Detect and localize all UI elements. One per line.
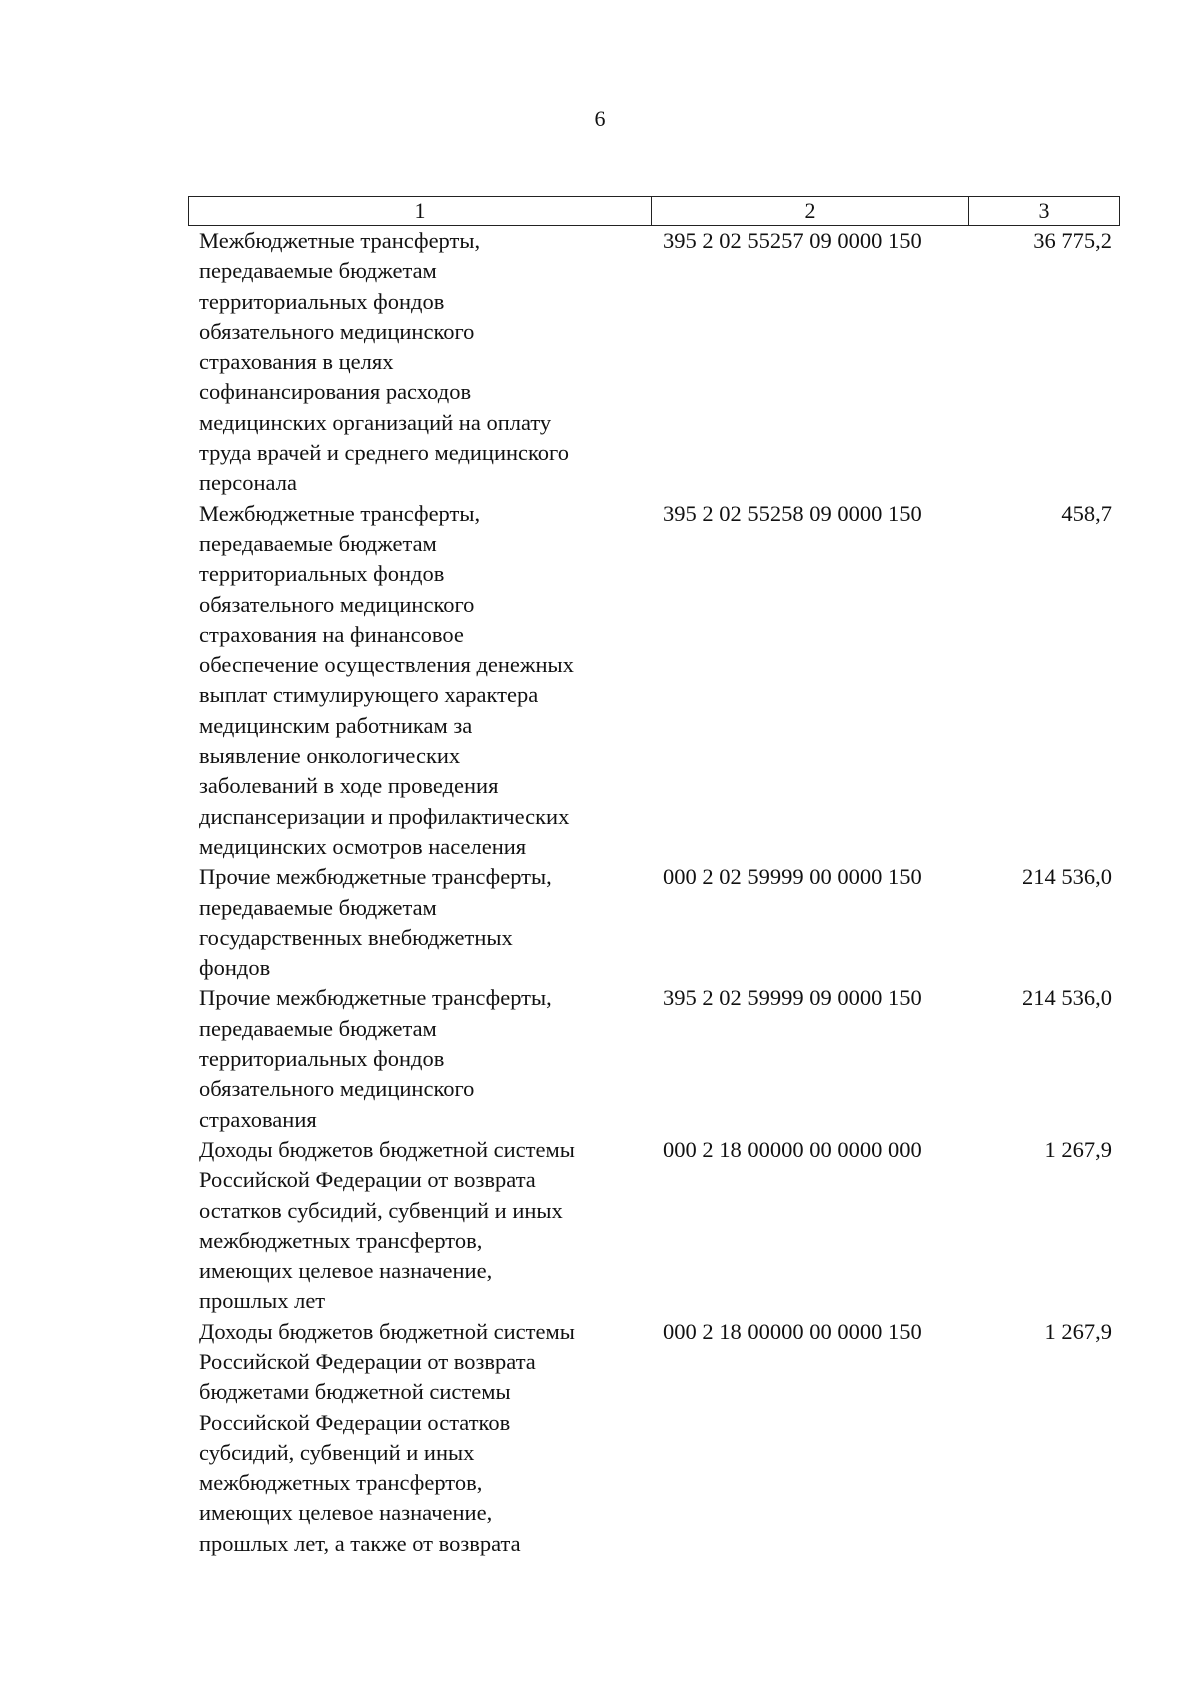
row-name-line: медицинских организаций на оплату	[199, 409, 552, 435]
row-name-line: имеющих целевое назначение,	[199, 1500, 493, 1526]
row-name-line: страхования в целях	[199, 349, 394, 375]
row-amount-cell: 214 536,0	[1022, 985, 1112, 1011]
row-name-line: Российской Федерации от возврата	[199, 1167, 536, 1193]
row-amount-cell: 214 536,0	[1022, 864, 1112, 890]
header-cell-1: 1	[189, 197, 652, 225]
row-name-line: обязательного медицинского	[199, 318, 475, 344]
row-name-line: Межбюджетные трансферты,	[199, 228, 481, 253]
row-name-line: Доходы бюджетов бюджетной системы	[199, 1318, 575, 1344]
table-row	[199, 862, 1112, 983]
row-name-cell	[199, 1317, 660, 1559]
row-name-line: остатков субсидий, субвенций и иных	[199, 1197, 563, 1223]
row-amount-cell: 36 775,2	[1033, 228, 1112, 253]
row-name-line: межбюджетных трансфертов,	[199, 1470, 483, 1496]
row-amount-cell: 1 267,9	[1044, 1136, 1112, 1162]
header-cell-2: 2	[652, 197, 969, 225]
table-row	[199, 226, 1112, 499]
page-number: 6	[594, 106, 606, 131]
row-code-cell: 000 2 18 00000 00 0000 150	[663, 1318, 922, 1344]
table-row	[199, 1317, 1112, 1559]
row-name-line: Доходы бюджетов бюджетной системы	[199, 1136, 575, 1162]
table-row	[199, 983, 1112, 1134]
row-name-line: медицинским работникам за	[199, 712, 473, 738]
row-name-line: обеспечение осуществления денежных	[199, 652, 574, 678]
row-name-line: прошлых лет, а также от возврата	[199, 1530, 521, 1556]
row-name-line: территориальных фондов	[199, 288, 445, 314]
row-name-line: Российской Федерации от возврата	[199, 1348, 536, 1374]
row-name-line: бюджетами бюджетной системы	[199, 1379, 511, 1405]
row-name-line: труда врачей и среднего медицинского	[199, 440, 569, 466]
table-header-row	[188, 196, 1120, 226]
row-name-cell	[199, 983, 660, 1134]
row-name-line: территориальных фондов	[199, 561, 445, 587]
row-amount-cell: 458,7	[1061, 500, 1112, 526]
row-code-cell: 395 2 02 59999 09 0000 150	[663, 985, 922, 1011]
row-name-line: диспансеризации и профилактических	[199, 803, 570, 829]
row-name-line: Российской Федерации остатков	[199, 1409, 511, 1435]
row-name-line: выявление онкологических	[199, 743, 461, 769]
row-name-line: выплат стимулирующего характера	[199, 682, 539, 708]
row-name-line: медицинских осмотров населения	[199, 833, 527, 859]
row-name-line: передаваемые бюджетам	[199, 258, 437, 284]
row-name-cell	[199, 862, 660, 983]
row-name-line: прошлых лет	[199, 1288, 326, 1314]
header-cell-3: 3	[1038, 198, 1050, 223]
table-body	[199, 226, 1112, 1559]
table-row	[199, 1135, 1112, 1317]
row-name-line: персонала	[199, 470, 297, 496]
row-amount-cell: 1 267,9	[1044, 1318, 1112, 1344]
row-name-line: передаваемые бюджетам	[199, 894, 437, 920]
row-code-cell: 000 2 18 00000 00 0000 000	[663, 1136, 922, 1162]
row-code-cell: 395 2 02 55258 09 0000 150	[663, 500, 922, 526]
row-code-cell: 000 2 02 59999 00 0000 150	[663, 864, 922, 890]
row-name-line: государственных внебюджетных	[199, 924, 513, 950]
row-name-line: софинансирования расходов	[199, 379, 472, 405]
row-name-line: заболеваний в ходе проведения	[199, 773, 499, 799]
row-name-line: фондов	[199, 955, 271, 981]
row-name-line: Прочие межбюджетные трансферты,	[199, 985, 552, 1011]
row-name-line: Межбюджетные трансферты,	[199, 500, 481, 526]
row-name-line: передаваемые бюджетам	[199, 530, 437, 556]
row-name-line: имеющих целевое назначение,	[199, 1258, 493, 1284]
row-name-line: передаваемые бюджетам	[199, 1015, 437, 1041]
table-row	[199, 499, 1112, 863]
row-name-line: Прочие межбюджетные трансферты,	[199, 864, 552, 890]
row-name-cell	[199, 499, 660, 863]
row-name-line: субсидий, субвенций и иных	[199, 1439, 475, 1465]
row-code-cell: 395 2 02 55257 09 0000 150	[663, 228, 922, 253]
row-name-line: страхования	[199, 1106, 317, 1132]
row-name-line: обязательного медицинского	[199, 1076, 475, 1102]
row-name-cell	[199, 226, 660, 499]
row-name-line: страхования на финансовое	[199, 621, 464, 647]
row-name-line: территориальных фондов	[199, 1046, 445, 1072]
row-name-cell	[199, 1135, 660, 1317]
row-name-line: межбюджетных трансфертов,	[199, 1227, 483, 1253]
row-name-line: обязательного медицинского	[199, 591, 475, 617]
